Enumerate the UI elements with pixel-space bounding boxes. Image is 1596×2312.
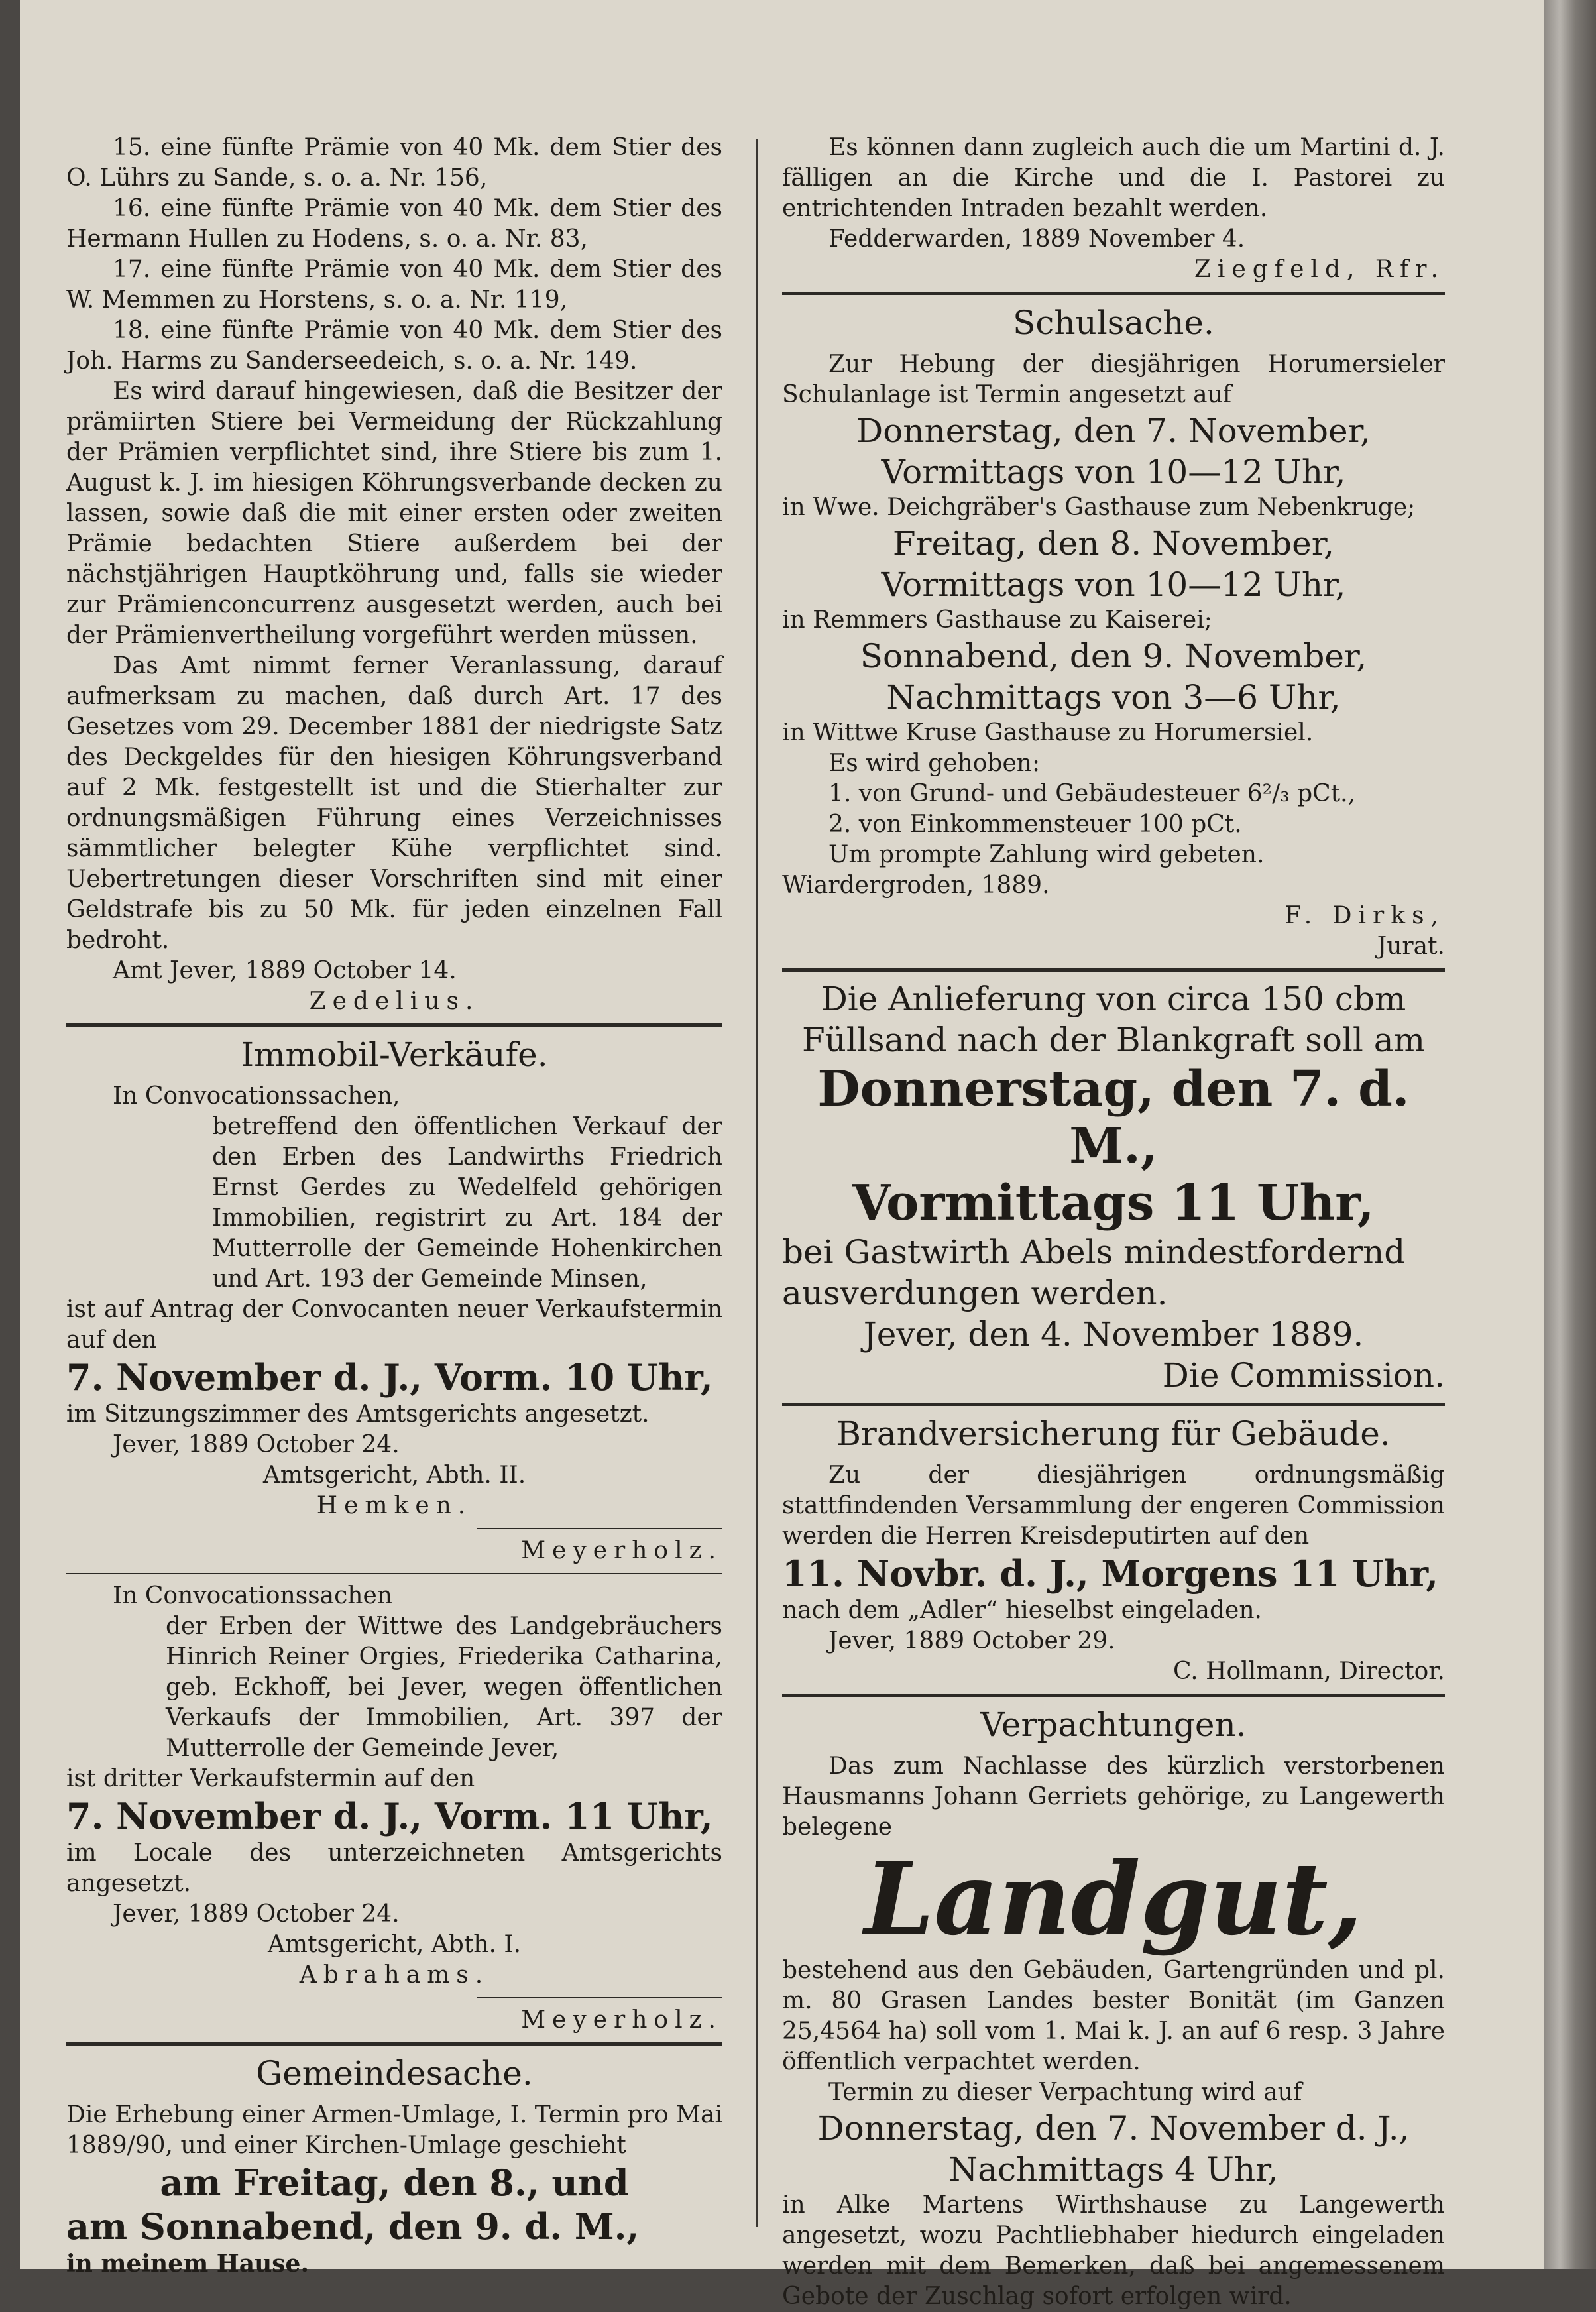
amt-date: Amt Jever, 1889 October 14.	[113, 957, 457, 984]
iv1-dated: Jever, 1889 October 24.	[113, 1431, 400, 1458]
iv2-date: 7. November d. J., Vorm. 11 Uhr,	[66, 1795, 713, 1837]
gemeinde-date-1: am Freitag, den 8., und	[160, 2162, 629, 2204]
schul-date-1b: Vormittags von 10—12 Uhr,	[881, 453, 1346, 491]
top-date: Fedderwarden, 1889 November 4.	[828, 225, 1245, 253]
divider	[477, 1528, 722, 1529]
schul-signature: F. Dirks,	[1284, 902, 1445, 929]
schul-date-3a: Sonnabend, den 9. November,	[860, 637, 1367, 675]
schul-date: Wiardergroden, 1889.	[782, 872, 1050, 899]
divider	[66, 2042, 722, 2046]
right-column	[782, 133, 1445, 2312]
newspaper-page	[20, 0, 1544, 2310]
schul-place-2: in Remmers Gasthause zu Kaiserei;	[782, 607, 1212, 634]
brand-text: Zu der diesjährigen ordnungsmäßig stattfindenden Versammlung der engeren Commission werden die Herren Kreisdeputirten auf den	[782, 1462, 1445, 1550]
iv2-tail: ist dritter Verkaufstermin auf den	[66, 1765, 475, 1792]
iv1-intro: In Convocationssachen,	[113, 1082, 400, 1110]
schul-gehoben: Es wird gehoben:	[828, 750, 1041, 777]
amt-text: Das Amt nimmt ferner Veranlassung, darauf aufmerksam zu machen, daß durch Art. 17 des Gesetzes vom 29. December 1881 der niedrigste Satz des Deckgeldes für den hiesigen Köhrungsverband auf 2 Mk. festgestellt ist und die Stierhalter zur ordnungsmäßigen Führung eines Verzeichnisses sämmtlicher belegter Kühe verpflichtet sind. Uebertretungen dieser Vorschriften sind mit einer Geldstrafe bis zu 50 Mk. für jeden einzelnen Fall bedroht.	[66, 652, 722, 954]
iv2-intro: In Convocationssachen	[113, 1582, 392, 1609]
verp-desc: bestehend aus den Gebäuden, Gartengründen und pl. m. 80 Grasen Landes bester Bonität (im Ganzen 25,4564 ha) soll vom 1. Mai k. J. an auf 6 resp. 3 Jahre öffentlich verpachtet werden.	[782, 1957, 1445, 2075]
gemeinde-place: in meinem Hause.	[66, 2250, 309, 2278]
verp-termin: Termin zu dieser Verpachtung wird auf	[828, 2079, 1302, 2106]
praemie-18: 18. eine fünfte Prämie von 40 Mk. dem Stier des Joh. Harms zu Sanderseedeich, s. o. a. Nr. 149.	[66, 317, 722, 375]
iv1-judge: Hemken.	[316, 1492, 473, 1519]
iv1-date: 7. November d. J., Vorm. 10 Uhr,	[66, 1356, 713, 1399]
anlieferung-date: Jever, den 4. November 1889.	[863, 1315, 1364, 1354]
praemie-15: 15. eine fünfte Prämie von 40 Mk. dem Stier des O. Lührs zu Sande, s. o. a. Nr. 156,	[66, 134, 722, 192]
schul-date-1a: Donnerstag, den 7. November,	[856, 412, 1371, 450]
schul-place-3: in Wittwe Kruse Gasthause zu Horumersiel.	[782, 719, 1314, 746]
iv1-clerk: Meyerholz.	[521, 1537, 722, 1564]
iv1-tail: ist auf Antrag der Convocanten neuer Verkaufstermin auf den	[66, 1296, 722, 1354]
divider	[782, 1403, 1445, 1406]
anlieferung-big-1: Donnerstag, den 7. d. M.,	[817, 1061, 1410, 1175]
divider	[66, 1573, 722, 1574]
schul-text: Zur Hebung der diesjährigen Horumersieler Schulanlage ist Termin angesetzt auf	[782, 351, 1445, 408]
iv1-court: Amtsgericht, Abth. II.	[262, 1462, 526, 1489]
amt-signature: Zedelius.	[309, 988, 480, 1015]
column-rule	[756, 139, 758, 2227]
schul-title: Schulsache.	[1013, 304, 1214, 342]
verp-landgut: Landgut,	[864, 1841, 1363, 1957]
verp-date-2: Nachmittags 4 Uhr,	[948, 2150, 1279, 2189]
schul-date-3b: Nachmittags von 3—6 Uhr,	[886, 678, 1341, 717]
brand-place: nach dem „Adler“ hieselbst eingeladen.	[782, 1597, 1262, 1624]
immobil-title: Immobil-Verkäufe.	[241, 1035, 548, 1074]
verp-title: Verpachtungen.	[980, 1705, 1247, 1744]
iv2-body: der Erben der Wittwe des Landgebräuchers Hinrich Reiner Orgies, Friederika Catharina, geb. Eckhoff, bei Jever, wegen öffentlichen Verkaufs der Immobilien, Art. 397 der Mutterrolle der Gemeinde Jever,	[166, 1613, 722, 1762]
divider	[477, 1997, 722, 1998]
divider	[66, 1023, 722, 1027]
divider	[782, 292, 1445, 295]
schul-bitte: Um prompte Zahlung wird gebeten.	[828, 841, 1265, 868]
verp-end: in Alke Martens Wirthshause zu Langewerth angesetzt, wozu Pachtliebhaber hiedurch eingeladen werden mit dem Bemerken, daß bei angemessenem Gebote der Zuschlag sofort erfolgen wird.	[782, 2191, 1445, 2310]
iv1-place: im Sitzungszimmer des Amtsgerichts angesetzt.	[66, 1401, 650, 1428]
anlieferung-line-2: Füllsand nach der Blankgraft soll am	[801, 1021, 1426, 1059]
schul-place-1: in Wwe. Deichgräber's Gasthause zum Nebenkruge;	[782, 494, 1416, 521]
gemeinde-text: Die Erhebung einer Armen-Umlage, I. Termin pro Mai 1889/90, und einer Kirchen-Umlage geschieht	[66, 2101, 722, 2159]
iv1-body: betreffend den öffentlichen Verkauf der den Erben des Landwirths Friedrich Ernst Gerdes zu Wedelfeld gehörigen Immobilien, registrirt zu Art. 184 der Mutterrolle der Gemeinde Hohenkirchen und Art. 193 der Gemeinde Minsen,	[212, 1113, 722, 1293]
brand-dated: Jever, 1889 October 29.	[828, 1627, 1115, 1654]
brand-title: Brandversicherung für Gebäude.	[836, 1415, 1391, 1453]
top-signature: Ziegfeld, Rfr.	[1194, 256, 1445, 283]
praemie-17: 17. eine fünfte Prämie von 40 Mk. dem Stier des W. Memmen zu Horstens, s. o. a. Nr. 119,	[66, 256, 722, 314]
verp-text: Das zum Nachlasse des kürzlich verstorbenen Hausmanns Johann Gerriets gehörige, zu Langewerth belegene	[782, 1753, 1445, 1841]
gemeinde-title: Gemeindesache.	[256, 2054, 533, 2093]
schul-date-2b: Vormittags von 10—12 Uhr,	[881, 565, 1346, 604]
left-column	[66, 133, 722, 2279]
divider	[782, 1694, 1445, 1697]
schul-role: Jurat.	[1377, 933, 1445, 960]
iv2-clerk: Meyerholz.	[521, 2006, 722, 2034]
gemeinde-date-2: am Sonnabend, den 9. d. M.,	[66, 2205, 640, 2248]
brand-signature: C. Hollmann, Director.	[1173, 1658, 1445, 1685]
schul-date-2a: Freitag, den 8. November,	[892, 524, 1335, 563]
verp-date-1: Donnerstag, den 7. November d. J.,	[817, 2109, 1410, 2148]
iv2-place: im Locale des unterzeichneten Amtsgerichts angesetzt.	[66, 1839, 722, 1897]
page-edge	[1544, 0, 1596, 2269]
hinweis-text: Es wird darauf hingewiesen, daß die Besitzer der prämiirten Stiere bei Vermeidung der Rückzahlung der Prämien verpflichtet sind, ihre Stiere bis zum 1. August k. J. im hiesigen Köhrungsverbande decken zu lassen, sowie daß die mit einer ersten oder zweiten Prämie bedachten Stiere außerdem bei der nächstjährigen Hauptköhrung und, falls sie wieder zur Prämienconcurrenz ausgesetzt werden, auch bei der Prämienvertheilung vorgeführt werden müssen.	[66, 378, 722, 649]
iv2-judge: Abrahams.	[299, 1961, 490, 1989]
anlieferung-line-3: bei Gastwirth Abels mindestfordernd ausverdungen werden.	[782, 1233, 1406, 1312]
anlieferung-big-2: Vormittags 11 Uhr,	[852, 1175, 1375, 1232]
praemie-16: 16. eine fünfte Prämie von 40 Mk. dem Stier des Hermann Hullen zu Hodens, s. o. a. Nr. 83,	[66, 195, 722, 253]
anlieferung-line-1: Die Anlieferung von circa 150 cbm	[821, 980, 1406, 1018]
anlieferung-signature: Die Commission.	[1162, 1356, 1445, 1395]
top-text: Es können dann zugleich auch die um Martini d. J. fälligen an die Kirche und die I. Pastorei zu entrichtenden Intraden bezahlt werden.	[782, 134, 1445, 222]
iv2-dated: Jever, 1889 October 24.	[113, 1900, 400, 1928]
schul-item-1: 1. von Grund- und Gebäudesteuer 6²/₃ pCt.,	[828, 780, 1356, 807]
divider	[782, 968, 1445, 972]
iv2-court: Amtsgericht, Abth. I.	[267, 1931, 522, 1958]
brand-date: 11. Novbr. d. J., Morgens 11 Uhr,	[782, 1552, 1438, 1595]
schul-item-2: 2. von Einkommensteuer 100 pCt.	[828, 811, 1242, 838]
